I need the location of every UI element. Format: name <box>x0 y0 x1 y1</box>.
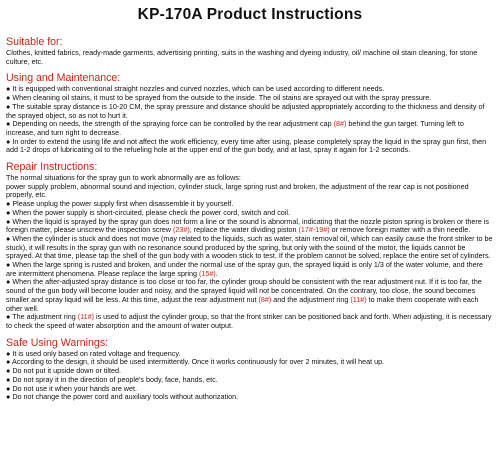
text-run: ● Do not use it when your hands are wet. <box>6 383 137 393</box>
repair-list <box>6 200 494 331</box>
text-run: ● When the large spring is rusted and broken, and under the normal use of the spray gun, the sprayed liquid is only 1/3 of the water volume, and there are intermittent phenomena. Please replace the large spring <box>6 260 484 278</box>
section-safe <box>6 337 494 402</box>
list-item <box>6 313 494 330</box>
part-number-ref: (8#) <box>258 294 272 304</box>
text-run: is used to adjust the cylinder group, so that the front striker can be positioned back and forth. When adjusting, it is necessary to check the speed of water absorption and the amount of water output. <box>6 312 492 330</box>
part-number-ref: (11#) <box>77 312 94 322</box>
text-run: behind the gun target. Turning left to increase, and turn right to decrease. <box>6 119 464 137</box>
section-using <box>6 72 494 155</box>
part-number-ref: (11#) <box>350 294 367 304</box>
text-run: ● According to the design, it should be used intermittently. Once it works continuously for over 2 minutes, it will heat up. <box>6 357 385 367</box>
list-item <box>6 278 494 313</box>
section-suitable <box>6 36 494 66</box>
part-number-ref: (17#-19#) <box>298 225 330 235</box>
text-run: and the adjustment ring <box>271 294 351 304</box>
text-run: ● Do not change the power cord and auxiliary tools without authorization. <box>6 392 239 402</box>
section-heading-repair: Repair Instructions: <box>6 161 98 174</box>
using-list <box>6 85 494 155</box>
list-item <box>6 218 494 235</box>
list-item <box>6 138 494 155</box>
section-heading-suitable: Suitable for: <box>6 36 63 48</box>
text-run: ● When the liquid is sprayed by the spray gun does not form a line or the sound is abnormal, indicating that the nozzle piston spring is broken or there is foreign matter, please unscrew the inspection screw <box>6 216 489 235</box>
text-run: , replace the water dividing piston <box>189 225 299 235</box>
part-number-ref: (15#) <box>198 268 216 278</box>
text-run: to make them cooperate with each other well. <box>6 294 479 313</box>
text-run: . <box>215 268 218 278</box>
list-item <box>6 235 494 261</box>
list-item <box>6 103 494 120</box>
list-item <box>6 261 494 278</box>
text-run: ● When the after-adjusted spray distance is too close or too far, the cylinder group should be consistent with the rear adjustment nut. If it is too far, the sound of the gun body will become louder and noisy, and the sprayed liquid will not be concentrated. On the contrary, too close, the sound becomes smaller and spray liquid will be less. At this time, adjust the rear adjustment nut <box>6 277 482 304</box>
text-run: ● Please unplug the power supply first when disassemble it by yourself. <box>6 199 234 209</box>
text-run: ● When the cylinder is stuck and does not move (may related to the liquids, such as water, stain removal oil, which can easily cause the front striker to be stuck), it will results in the spray gun with no resonance sound produced by the spring, but only with the sound of the motor, the liquids cannot be sprayed. At that time, please tap the shell of the gun body with a wooden stick to test. If the problem cannot be solved, replace the entire set of cylinders. <box>6 233 493 261</box>
text-run: ● The suitable spray distance is 10-20 CM, the spray pressure and distance should be adjusted appropriately according to the thickness and density of the sprayed object, so as not to hurt it. <box>6 101 485 120</box>
text-run: ● Do not put it upside down or tilted. <box>6 366 122 376</box>
safe-list <box>6 350 494 402</box>
suitable-text: Clothes, knitted fabrics, ready-made garments, advertising printing, suits in the washing and dyeing industry, oil/ machine oil stain cleaning, for stone culture, etc. <box>6 48 478 66</box>
section-repair <box>6 161 494 331</box>
section-heading-safe: Safe Using Warnings: <box>6 336 109 349</box>
text-run: ● It is equipped with conventional straight nozzles and curved nozzles, which can be used according to different needs. <box>6 84 385 94</box>
part-number-ref: (8#) <box>333 119 347 129</box>
text-run: ● It is used only based on rated voltage and frequency. <box>6 348 181 358</box>
text-run: ● When cleaning oil stains, it must to be sprayed from the outside to the inside. The oil stains are sprayed out with the spray pressure. <box>6 93 432 103</box>
text-run: ● The adjustment ring <box>6 312 78 322</box>
text-run: ● When the power supply is short-circuited, please check the power cord, switch and coil. <box>6 207 290 217</box>
page-title: KP-170A Product Instructions <box>137 6 363 23</box>
list-item <box>6 120 494 137</box>
text-run: or remove foreign matter with a thin needle. <box>329 225 471 235</box>
text-run: ● Do not spray it in the direction of people's body, face, hands, etc. <box>6 374 218 384</box>
list-item <box>6 183 494 200</box>
text-run: power supply problem, abnormal sound and injection, cylinder stuck, large spring rust and broken, the adjustment of the rear cap is not positioned properly, etc. <box>6 181 469 200</box>
text-run: ● In order to extend the using life and not affect the work efficiency, every time after using, please completely spray the liquid in the spray gun first, then add 1-2 drops of lubricating oil to the refueling hole at the upper end of the gun body, and at last, spray it again for 1-2 seconds. <box>6 136 487 155</box>
text-run: The normal situations for the spray gun to work abnormally are as follows: <box>6 173 241 183</box>
part-number-ref: (23#) <box>173 225 190 235</box>
list-item <box>6 393 494 402</box>
section-heading-using: Using and Maintenance: <box>6 72 121 85</box>
repair-intro <box>6 174 494 200</box>
text-run: ● Depending on needs, the strength of the spraying force can be controlled by the rear adjustment cap <box>6 119 334 129</box>
